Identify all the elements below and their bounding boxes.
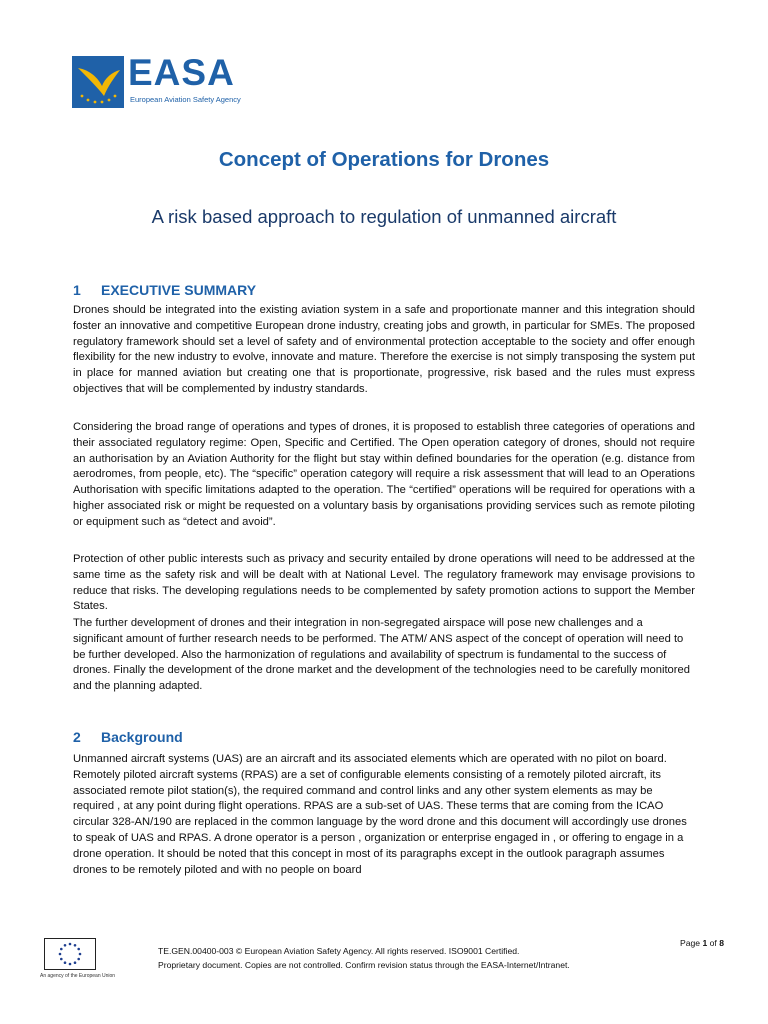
document-subtitle: A risk based approach to regulation of unmanned aircraft: [151, 206, 617, 227]
footer-legal: [158, 944, 570, 972]
easa-logo: [72, 52, 241, 112]
page-of: of: [709, 938, 717, 948]
document-title: Concept of Operations for Drones: [218, 148, 550, 171]
page-label: Page: [680, 938, 701, 948]
eu-agency-note: An agency of the European Union: [40, 973, 116, 979]
page-number: [680, 938, 724, 948]
footer-line-2: Proprietary document. Copies are not controlled. Confirm revision status through the EASA-Internet/Intranet.: [158, 960, 570, 970]
eu-flag-icon: [44, 938, 96, 970]
page-current: 1: [702, 938, 708, 948]
paragraph: Unmanned aircraft systems (UAS) are an aircraft and its associated elements which are operated with no pilot on board. Remotely piloted aircraft systems (RPAS) are a set of configurable elements consisting of a remotely piloted aircraft, its associated remote pilot station(s), the required command and control links and any other system elements as may be required , at any point during flight operations. RPAS are a sub-set of UAS. These terms that are coming from the ICAO circular 328-AN/190 are replaced in the common language by the word drone and this document will accordingly use drones to speak of UAS and RPAS. A drone operator is a person , organization or enterprise engaged in , or offering to engage in a drone operation. It should be noted that this concept in most of its paragraphs except in the outlook paragraph assumes drones to be remotely piloted and with no people on board: [73, 753, 687, 876]
section-title: Background: [101, 729, 183, 745]
logo-subtitle: European Aviation Safety Agency: [130, 95, 241, 104]
eu-stars-icon: [45, 939, 95, 969]
page-total: 8: [719, 938, 724, 948]
paragraph: The further development of drones and their integration in non-segregated airspace will pose new challenges and a significant amount of further research needs to be performed. The ATM/ ANS aspect of the concept of operation will need to be further developed. Also the harmonization of regulations and availability of spectrum is fundamental to the success of drones. Finally the development of the drone market and the development of the technologies need to be carefully monitored and the planning adapted.: [73, 617, 690, 693]
section-heading-executive-summary: [73, 282, 256, 298]
section-number: 1: [73, 282, 81, 298]
paragraph: Considering the broad range of operations and types of drones, it is proposed to establish three categories of operations and their associated regulatory regime: Open, Specific and Certified. The Open operation category of drones, should not require an authorisation by an Aviation Authority for the flight but stay within defined boundaries for the operation (e.g. distance from aerodromes, from people, etc). The “specific” operation category will require a risk assessment that will lead to an Operations Authorisation with specific limitations adapted to the operation. The “certified” operations will be required for operations with a higher associated risk or might be requested on a voluntary basis by organisations providing services such as remote piloting or equipment such as “detect and avoid”.: [73, 421, 695, 528]
section-title: EXECUTIVE SUMMARY: [101, 282, 257, 298]
paragraph: Protection of other public interests such as privacy and security entailed by drone operations will need to be addressed at the same time as the safety risk and will be dealt with at National Level. The regulatory framework may envisage provisions to reduce that risks. The developing regulations needs to be complemented by safety promotion actions to support the Member States.: [73, 553, 695, 613]
logo-wordmark: EASA: [128, 52, 235, 93]
paragraph: Drones should be integrated into the existing aviation system in a safe and proportionate manner and this integration should foster an innovative and competitive European drone industry, creating jobs and growth, in particular for SMEs. The proposed regulatory framework should set a level of safety and of environmental protection acceptable to the society and offer enough flexibility for the new industry to evolve, innovate and mature. Therefore the exercise is not simply transposing the system put in place for manned aviation but creating one that is proportionate, progressive, risk based and the rules must express objectives that will be complemented by industry standards.: [73, 304, 695, 395]
footer-line-1: TE.GEN.00400-003 © European Aviation Safety Agency. All rights reserved. ISO9001 Certified.: [158, 946, 520, 956]
section-number: 2: [73, 729, 81, 745]
easa-bird-icon: [72, 56, 124, 108]
section-heading-background: [73, 729, 183, 745]
